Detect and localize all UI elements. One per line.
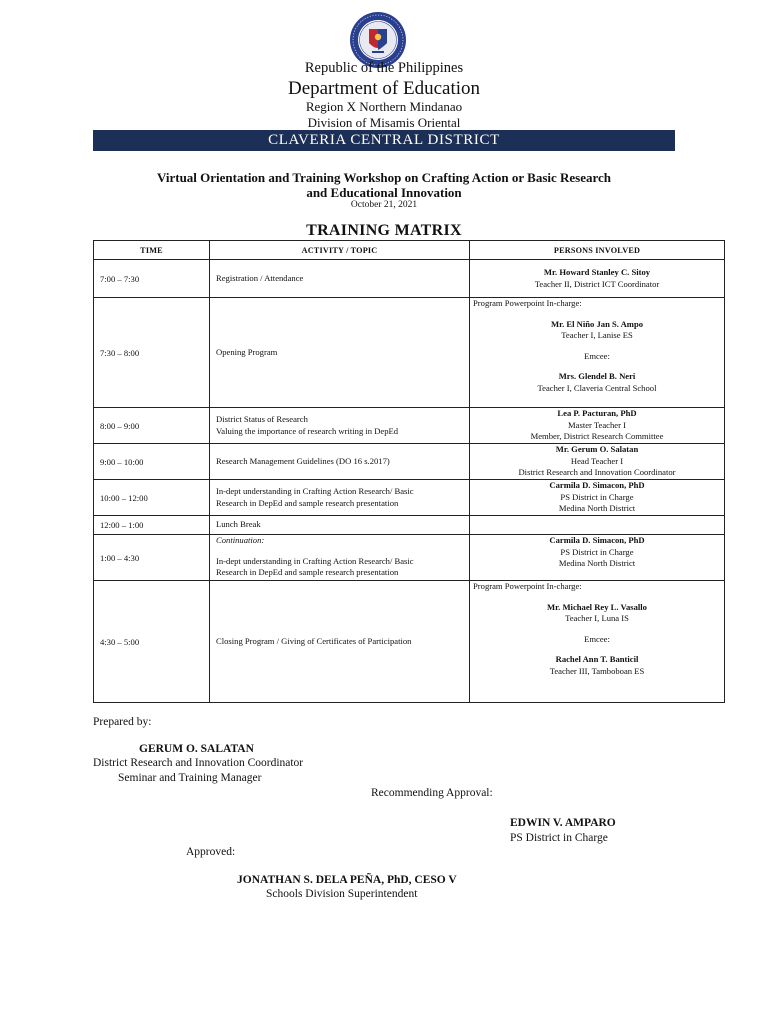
activity-text: District Status of Research [216,414,308,424]
person-title: PS District in Charge [560,491,634,502]
time-cell: 8:00 – 9:00 [94,408,210,444]
person-title: Teacher III, Tambobоan ES [549,665,645,676]
role-label: Emcee: [584,350,610,361]
person-name: Mr. Gerum O. Salatan [555,444,639,455]
role-label: Emcee: [584,633,610,644]
column-header-persons: PERSONS INVOLVED [470,241,725,260]
activity-cell [210,480,470,516]
activity-cell [210,260,470,298]
persons-cell [470,480,725,516]
approved-label: Approved: [186,846,236,858]
activity-text: In-dept understanding in Crafting Action Research/ Basic [216,486,414,496]
prepared-by-label: Prepared by: [93,716,152,728]
table-row [94,260,725,298]
role-label: Program Powerpoint In-charge: [473,298,582,308]
person-title: District Research and Innovation Coordinator [518,467,676,478]
region-line: Region X Northern Mindanao [305,99,463,114]
time-cell: 9:00 – 10:00 [94,444,210,480]
republic-line: Republic of the Philippines [304,60,464,76]
activity-text: Opening Program [216,346,278,357]
preparer-title: Seminar and Training Manager [118,772,262,784]
preparer-name: GERUM O. SALATAN [139,743,254,755]
person-title: Head Teacher I [570,455,624,466]
persons-cell [470,516,725,535]
recommending-approval-label: Recommending Approval: [371,787,493,799]
activity-text: Lunch Break [216,519,261,530]
person-name: Mr. Howard Stanley C. Sitoy [543,267,651,277]
time-cell: 12:00 – 1:00 [94,516,210,535]
activity-text: In-dept understanding in Crafting Action Research/ Basic [216,555,414,566]
column-header-activity: ACTIVITY / TOPIC [210,241,470,260]
activity-cell [210,444,470,480]
event-title-line2: and Educational Innovation [306,185,462,200]
recommender-name: EDWIN V. AMPARO [510,817,616,829]
district-banner: CLAVERIA CENTRAL DISTRICT [93,130,675,151]
training-matrix-table [93,240,725,703]
person-title: Teacher I, Claveria Central School [537,382,657,393]
table-header-row [94,241,725,260]
persons-cell [470,444,725,480]
activity-cell [210,581,470,703]
table-row [94,535,725,581]
person-title: PS District in Charge [560,546,634,557]
activity-cell [210,298,470,408]
person-name: Lea P. Pacturan, PhD [557,408,637,419]
persons-cell [470,535,725,581]
table-row [94,298,725,408]
activity-cell [210,535,470,581]
activity-text: Research Management Guidelines (DO 16 s.2017) [216,455,390,466]
person-title: Teacher I, Luna IS [565,613,629,623]
time-cell: 4:30 – 5:00 [94,581,210,703]
approver-title: Schools Division Superintendent [266,888,418,900]
activity-cell [210,516,470,535]
event-date: October 21, 2021 [350,200,418,210]
person-name: Mr. Michael Rey L. Vasallo [547,601,647,612]
person-title: Teacher II, District ICT Coordinator [534,278,660,289]
person-title: Medina North District [558,503,636,514]
table-row [94,516,725,535]
person-title: Master Teacher I [568,419,626,430]
persons-cell [470,581,725,703]
activity-text: Registration / Attendance [216,272,304,283]
activity-text: Continuation: [216,535,265,545]
person-name: Mr. El Niño Jan S. Ampo [550,318,644,329]
activity-text: Closing Program / Giving of Certificates of Participation [216,635,412,646]
column-header-time: TIME [94,241,210,260]
person-name: Carmila D. Simacon, PhD [549,480,645,491]
time-cell: 10:00 – 12:00 [94,480,210,516]
activity-text: Valuing the importance of research writing in DepEd [216,425,399,436]
department-line: Department of Education [287,78,481,99]
persons-cell [470,298,725,408]
table-row [94,581,725,703]
division-line: Division of Misamis Oriental [307,115,461,130]
time-cell: 7:00 – 7:30 [94,260,210,298]
activity-cell [210,408,470,444]
activity-text: Research in DepEd and sample research presentation [216,497,399,508]
person-name: Carmila D. Simacon, PhD [549,535,645,545]
table-row [94,408,725,444]
recommender-title: PS District in Charge [510,832,608,844]
matrix-title: TRAINING MATRIX [306,222,462,239]
role-label: Program Powerpoint In-charge: [473,581,582,591]
preparer-title: District Research and Innovation Coordinator [93,757,304,769]
person-title: Teacher I, Lanise ES [561,330,633,340]
persons-cell [470,408,725,444]
table-row [94,444,725,480]
approver-name: JONATHAN S. DELA PEÑA, PhD, CESO V [237,874,457,886]
event-title-line1: Virtual Orientation and Training Workshop on Crafting Action or Basic Research [156,170,612,185]
person-title: Medina North District [558,558,636,568]
activity-text: Research in DepEd and sample research presentation [216,567,399,577]
table-row [94,480,725,516]
persons-cell [470,260,725,298]
time-cell: 1:00 – 4:30 [94,535,210,581]
time-cell: 7:30 – 8:00 [94,298,210,408]
person-name: Mrs. Glendel B. Neri [558,371,636,381]
person-name: Rachel Ann T. Banticil [555,654,639,664]
person-title: Member, District Research Committee [530,431,664,442]
